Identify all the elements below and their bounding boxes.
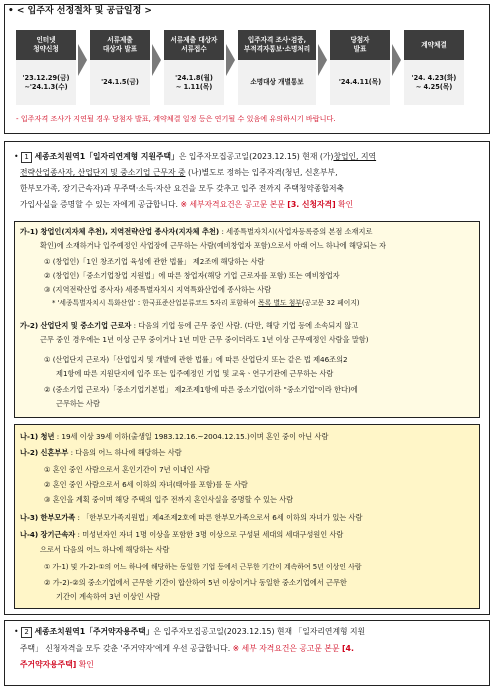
text: : 19세 이상 39세 이하(출생일 1983.12.16.~2004.12.15.)이며 혼인 중이 아닌 사람 xyxy=(54,432,329,441)
step-date-4: 소명대상 개별통보 xyxy=(238,60,316,105)
arrow-right-icon xyxy=(226,44,235,76)
section2-line-1 xyxy=(14,149,376,165)
label: 나-3) xyxy=(20,513,39,522)
section2-line-2 xyxy=(20,165,338,181)
arrow-right-icon xyxy=(318,44,327,76)
text: (나)별도로 정하는 입주자격(청년, 신혼부부, xyxy=(185,168,338,177)
note-red-bold: [3. 신청자격] xyxy=(287,200,336,209)
section2-line-4 xyxy=(20,197,353,213)
a1-item-1: ① (창업인)「1인 창조기업 육성에 관한 법률」 제2조에 해당하는 사람 xyxy=(44,257,265,266)
a1-item-3: ③ (지역전략산업 종사자) 세종특별자치시 지역특화산업에 종사하는 사람 xyxy=(44,285,272,294)
label: 나-4) xyxy=(20,530,39,539)
note-red: 확인 xyxy=(76,660,94,669)
a2-line-2: 근무 중인 경우에는 1년 이상 근무 중이거나 1년 미만 근무 중이더라도 1년 이상 근무예정인 사람을 말함) xyxy=(40,335,369,344)
step-label-3: 서류제출 대상자 서류접수 xyxy=(164,30,224,60)
title: 신혼부부 xyxy=(40,448,69,457)
step-date-3: '24.1.8(월) ~ 1.11(목) xyxy=(164,60,224,105)
arrow-right-icon xyxy=(78,44,87,76)
b2-item-3: ③ 혼인을 계획 중이며 해당 주택의 입주 전까지 혼인사실을 증명할 수 있는 사람 xyxy=(44,495,294,504)
title: 청년 xyxy=(40,432,55,441)
bullet: • xyxy=(14,627,19,636)
title: 한부모가족 xyxy=(40,513,76,522)
label: 나-1) xyxy=(20,432,39,441)
step-label-1: 인터넷 청약신청 xyxy=(16,30,76,60)
schedule-title: • < 입주자 선정절차 및 공급일정 > xyxy=(8,6,152,16)
text: : 다음의 어느 하나에 해당하는 사람 xyxy=(68,448,182,457)
b3-heading xyxy=(20,512,362,523)
label: 가-1) xyxy=(20,227,39,236)
label: 가-2) xyxy=(20,321,39,330)
text: 은 입주자모집공고일(2023.12.15) 현재 「일자리연계형 지원 xyxy=(153,627,366,636)
b4-line-2: 으로서 다음의 어느 하나에 해당하는 사람 xyxy=(40,545,170,554)
b1-heading xyxy=(20,431,328,442)
b4-heading xyxy=(20,529,343,540)
label: 나-2) xyxy=(20,448,39,457)
text: 은 입주자모집공고일(2023.12.15) 현재 (가) xyxy=(178,152,334,161)
step-label-2: 서류제출 대상자 발표 xyxy=(90,30,150,60)
step-date-1: '23.12.29(금) ~'24.1.3(수) xyxy=(16,60,76,105)
note-red: 확인 xyxy=(335,200,354,209)
text: : 미성년자인 자녀 1명 이상을 포함한 3명 이상으로 구성된 세대의 세대구성원인 사람 xyxy=(75,530,344,539)
a1-note xyxy=(52,298,360,309)
step-date-6: '24. 4.23(화) ~ 4.25(목) xyxy=(404,60,464,105)
text: : 세종특별자치시(사업자등록증의 본점 소재지로 xyxy=(219,227,373,236)
a1-heading xyxy=(20,226,372,237)
title: 산업단지 및 중소기업 근로자 xyxy=(40,321,132,330)
section3-line-1 xyxy=(14,624,365,640)
section3-line-3 xyxy=(20,657,94,673)
note-red: ※ 세부자격요건은 공고문 본문 xyxy=(180,200,288,209)
step-label-6: 계약체결 xyxy=(404,30,464,60)
b4-item-2-cont: 기간이 계속하여 3년 이상인 사람 xyxy=(56,592,160,601)
section2-line-3: 한부모가족, 장기근속자)과 무주택·소득·자산 요건을 모두 갖추고 입주 전까지 주택청약종합저축 xyxy=(20,184,345,193)
text: 주택」 신청자격을 모두 갖춘 '주거약자'에게 우선 공급합니다. xyxy=(20,644,233,653)
text: : 다음의 기업 등에 근무 중인 사람. (다만, 해당 기업 등에 소속되지 않고 xyxy=(131,321,359,330)
title: 장기근속자 xyxy=(40,530,76,539)
housing-name: 세종조치원역1「주거약자용주택」 xyxy=(34,627,154,636)
section3-line-2 xyxy=(20,641,354,657)
a1-line-2: 확인)에 소재하거나 입주예정인 사업장에 근무하는 사람(예비창업자 포함)으로서 아래 어느 하나에 해당되는 자 xyxy=(40,241,386,250)
a2-item-1: ① (산업단지 근로자)「산업입지 및 개발에 관한 법률」에 따른 산업단지 또는 같은 법 제46조의2 xyxy=(44,355,348,364)
a1-item-2: ② (창업인)「중소기업창업 지원법」에 따른 창업자(해당 기업 근로자를 포함) 또는 예비창업자 xyxy=(44,271,340,280)
b2-heading xyxy=(20,447,182,458)
text: (공고문 32 페이지) xyxy=(301,299,360,307)
step-label-4: 입주자격 조사·검증, 부적격자통보·소명처리 xyxy=(238,30,316,60)
b4-item-2: ② 가-2)-②의 중소기업에서 근무한 기간이 합산하여 5년 이상이거나 동일한 중소기업에서 근무한 xyxy=(44,578,347,587)
step-date-2: '24.1.5(금) xyxy=(90,60,150,105)
bullet: • xyxy=(14,152,19,161)
b2-item-1: ① 혼인 중인 사람으로서 혼인기간이 7년 이내인 사람 xyxy=(44,465,210,474)
step-date-5: '24.4.11(목) xyxy=(330,60,390,105)
housing-name: 세종조치원역1「일자리연계형 지원주택」 xyxy=(34,152,179,161)
note-red-bold: [4. xyxy=(341,644,354,653)
arrow-right-icon xyxy=(392,44,401,76)
b4-item-1: ① 가-1) 및 가-2)-①의 어느 하나에 해당하는 동일한 기업 등에서 근무한 기간이 계속하여 5년 이상인 사람 xyxy=(44,563,362,571)
section-number-badge: 2 xyxy=(21,627,32,638)
arrow-right-icon xyxy=(152,44,161,76)
title: 창업인(지자체 추천), 지역전략산업 종사자(지자체 추천) xyxy=(40,227,220,236)
text: * '세종특별자치시 특화산업' : 한국표준산업분류코드 5자리 포함하여 xyxy=(52,299,259,307)
note-red: ※ 세부 자격요건은 공고문 본문 xyxy=(232,644,342,653)
text-underlined: 목록 별도 첨부 xyxy=(258,299,302,307)
text-underlined: 전략산업종사자, 산업단지 및 중소기업 근무자 중 xyxy=(20,168,186,177)
text: : 「한부모가족지원법」제4조제2호에 따른 한부모가족으로서 6세 이하의 자녀가 있는 사람 xyxy=(75,513,363,522)
note-red-bold: 주거약자용주택] xyxy=(20,660,77,669)
schedule-notice: - 입주자격 조사가 지연될 경우 당첨자 발표, 계약체결 일정 등은 연기될 수 있음에 유의하시기 바랍니다. xyxy=(16,114,336,123)
step-label-5: 당첨자 발표 xyxy=(330,30,390,60)
text: 가입사실을 증명할 수 있는 자에게 공급합니다. xyxy=(20,200,181,209)
a2-heading xyxy=(20,320,358,331)
a2-item-2-cont: 근무하는 사람 xyxy=(56,399,100,408)
a2-item-1-cont: 제1항에 따른 지원단지에 입주 또는 입주예정인 기업 및 교육ㆍ연구기관에 근무하는 사람 xyxy=(56,369,334,378)
section-number-badge: 1 xyxy=(21,152,32,163)
b2-item-2: ② 혼인 중인 사람으로서 6세 이하의 자녀(태아를 포함)를 둔 사람 xyxy=(44,480,248,489)
text-underlined: 창업인, 지역 xyxy=(333,152,377,161)
a2-item-2: ② (중소기업 근로자)「중소기업기본법」 제2조제1항에 따른 중소기업(이하 "중소기업"이라 한다)에 xyxy=(44,385,358,394)
